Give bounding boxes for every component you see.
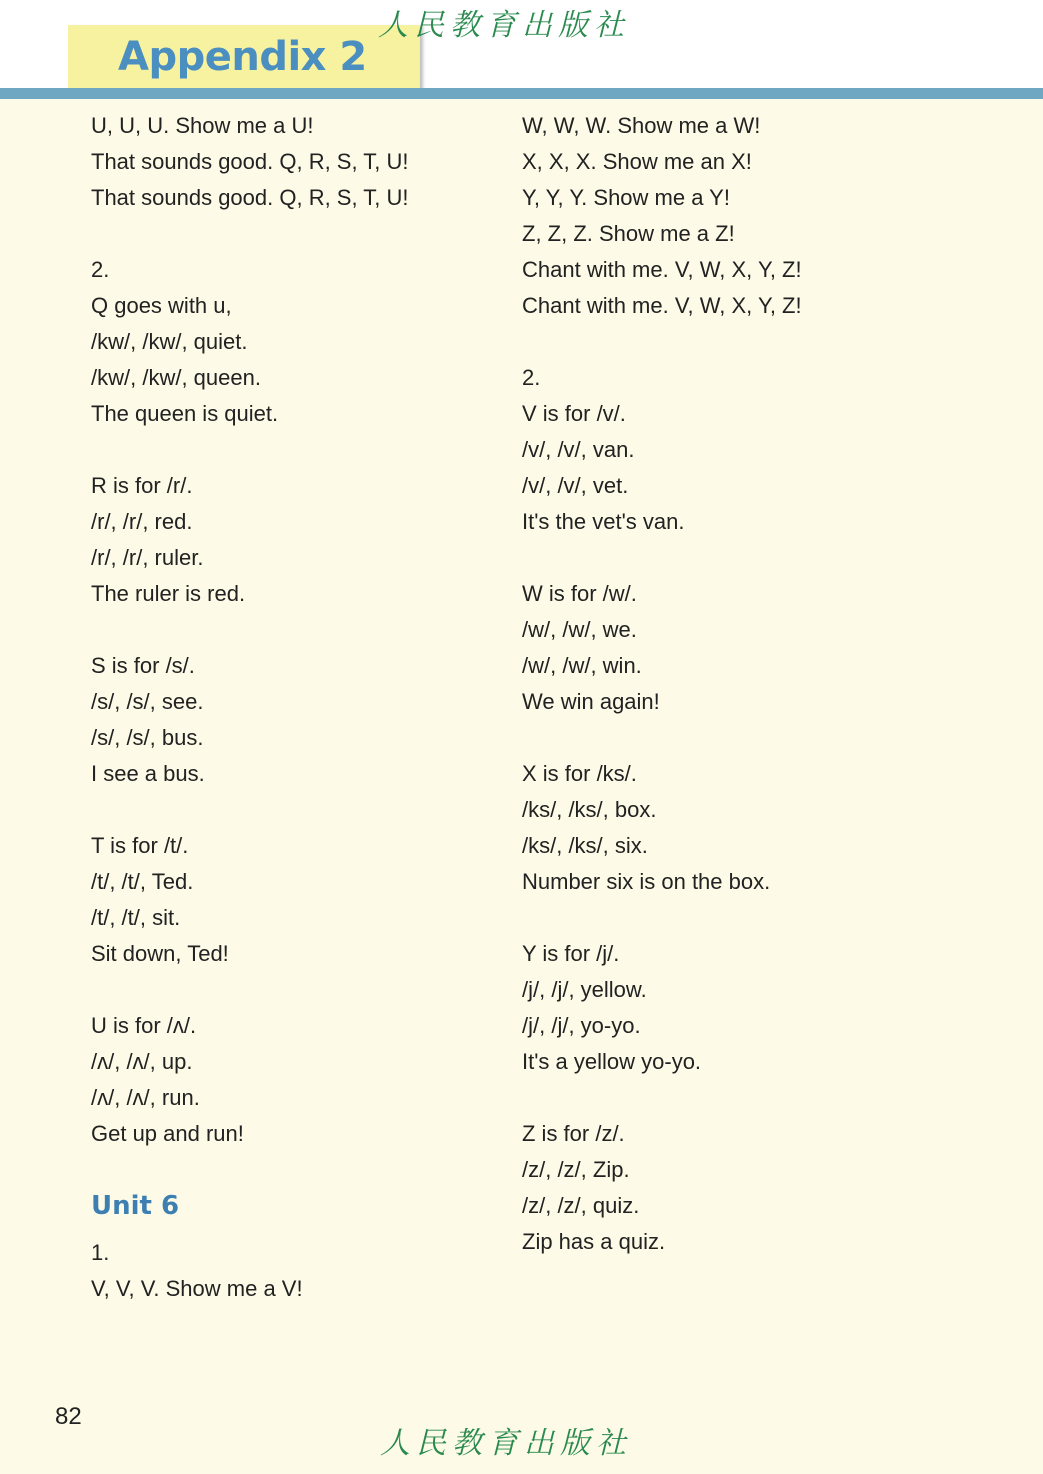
text-line: The queen is quiet. — [91, 401, 279, 426]
text-line: W is for /w/. — [522, 581, 637, 606]
left-text-column — [91, 108, 501, 1152]
blank-line — [522, 540, 962, 576]
text-line: /kw/, /kw/, queen. — [91, 365, 261, 390]
blank-line — [91, 792, 501, 828]
text-line: That sounds good. Q, R, S, T, U! — [91, 185, 409, 210]
blank-line — [91, 216, 501, 252]
text-line: /ʌ/, /ʌ/, run. — [91, 1085, 200, 1110]
blank-line — [522, 900, 962, 936]
text-line: Z, Z, Z. Show me a Z! — [522, 221, 735, 246]
right-text-column — [522, 108, 962, 1260]
blank-line — [522, 324, 962, 360]
text-line: It's the vet's van. — [522, 509, 685, 534]
text-line: Y is for /j/. — [522, 941, 620, 966]
text-line: /j/, /j/, yellow. — [522, 977, 647, 1002]
text-line: V is for /v/. — [522, 401, 626, 426]
page-number: 82 — [55, 1403, 82, 1430]
text-line: Q goes with u, — [91, 293, 232, 318]
text-line: /ks/, /ks/, six. — [522, 833, 648, 858]
text-line: Z is for /z/. — [522, 1121, 625, 1146]
text-line: X is for /ks/. — [522, 761, 637, 786]
text-line: T is for /t/. — [91, 833, 189, 858]
text-line: /t/, /t/, sit. — [91, 905, 181, 930]
text-line: V, V, V. Show me a V! — [91, 1276, 303, 1301]
blank-line — [522, 1080, 962, 1116]
left-text-column-after-heading — [91, 1235, 303, 1307]
text-line: U is for /ʌ/. — [91, 1013, 197, 1038]
text-line: /s/, /s/, bus. — [91, 725, 204, 750]
text-line: Zip has a quiz. — [522, 1229, 666, 1254]
text-line: /t/, /t/, Ted. — [91, 869, 194, 894]
text-line: R is for /r/. — [91, 473, 193, 498]
text-line: It's a yellow yo-yo. — [522, 1049, 702, 1074]
text-line: /v/, /v/, vet. — [522, 473, 629, 498]
text-line: /z/, /z/, quiz. — [522, 1193, 640, 1218]
blank-line — [91, 432, 501, 468]
text-line: That sounds good. Q, R, S, T, U! — [91, 149, 409, 174]
text-line: Chant with me. V, W, X, Y, Z! — [522, 293, 802, 318]
text-line: Chant with me. V, W, X, Y, Z! — [522, 257, 802, 282]
text-line: /ʌ/, /ʌ/, up. — [91, 1049, 193, 1074]
text-line: /kw/, /kw/, quiet. — [91, 329, 248, 354]
text-line: 2. — [522, 365, 541, 390]
text-line: X, X, X. Show me an X! — [522, 149, 752, 174]
text-line: /s/, /s/, see. — [91, 689, 204, 714]
text-line: W, W, W. Show me a W! — [522, 113, 761, 138]
header-divider — [0, 88, 1043, 99]
text-line: Y, Y, Y. Show me a Y! — [522, 185, 730, 210]
text-line: /w/, /w/, we. — [522, 617, 637, 642]
text-line: Number six is on the box. — [522, 869, 771, 894]
text-line: U, U, U. Show me a U! — [91, 113, 314, 138]
text-line: /w/, /w/, win. — [522, 653, 642, 678]
text-line: 1. — [91, 1240, 110, 1265]
text-line: /r/, /r/, red. — [91, 509, 193, 534]
page-title: Appendix 2 — [118, 34, 367, 80]
page-header — [0, 0, 1043, 92]
text-line: Get up and run! — [91, 1121, 244, 1146]
publisher-logo: 人民教育出版社 — [378, 8, 630, 43]
unit-heading: Unit 6 — [91, 1191, 180, 1221]
text-line: I see a bus. — [91, 761, 205, 786]
text-line: The ruler is red. — [91, 581, 246, 606]
text-line: /z/, /z/, Zip. — [522, 1157, 630, 1182]
text-line: /ks/, /ks/, box. — [522, 797, 657, 822]
text-line: S is for /s/. — [91, 653, 195, 678]
blank-line — [91, 972, 501, 1008]
blank-line — [522, 720, 962, 756]
text-line: We win again! — [522, 689, 660, 714]
blank-line — [91, 612, 501, 648]
publisher-logo-footer: 人民教育出版社 — [380, 1426, 632, 1461]
text-line: 2. — [91, 257, 110, 282]
text-line: /v/, /v/, van. — [522, 437, 635, 462]
text-line: /j/, /j/, yo-yo. — [522, 1013, 641, 1038]
text-line: /r/, /r/, ruler. — [91, 545, 204, 570]
text-line: Sit down, Ted! — [91, 941, 229, 966]
